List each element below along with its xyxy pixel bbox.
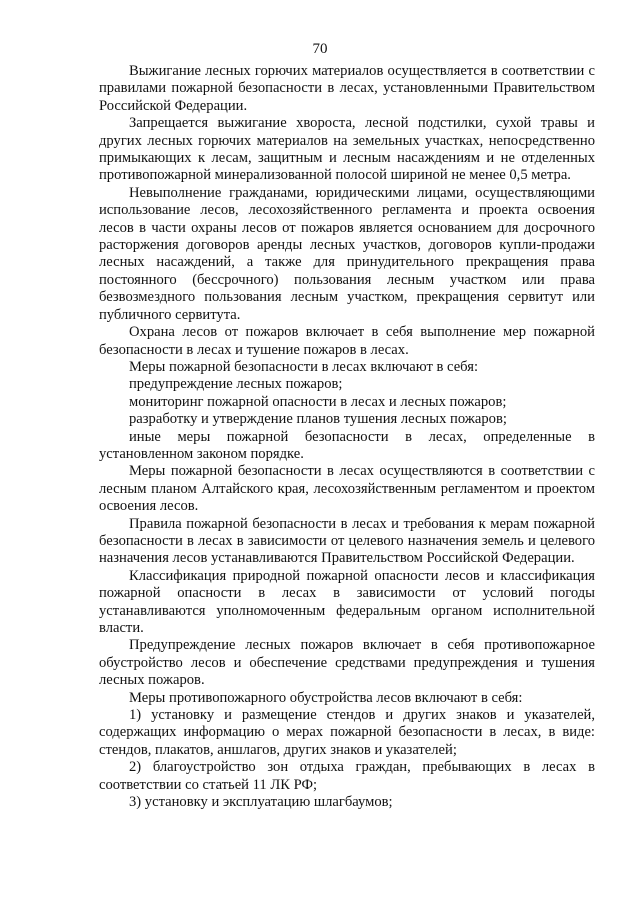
paragraph-safety-measures-intro: Меры пожарной безопасности в лесах включают в себя: <box>129 358 478 375</box>
list-item-stands: 1) установку и размещение стендов и других знаков и указателей, содержащих информацию о мерах пожарной безопасности в лесах, в виде: стендов, плакатов, аншлагов, других знаков и указателей; <box>99 707 595 758</box>
paragraph-fire-protection: Охрана лесов от пожаров включает в себя выполнение мер пожарной безопасности в лесах и тушение пожаров в лесах. <box>99 324 595 358</box>
document-body <box>99 63 595 811</box>
list-item-barriers: 3) установку и эксплуатацию шлагбаумов; <box>129 794 393 811</box>
list-item-monitoring: мониторинг пожарной опасности в лесах и лесных пожаров; <box>129 393 507 410</box>
paragraph-prevention-includes: Предупреждение лесных пожаров включает в себя противопожарное обустройство лесов и обеспечение средствами предупреждения и тушения лесных пожаров. <box>99 637 595 689</box>
paragraph-burning-prohibition: Запрещается выжигание хвороста, лесной подстилки, сухой травы и других лесных горючих материалов на земельных участках, непосредственно примыкающих к лесам, защитным и лесным насаждениям и не отделенных противопожарной минерализованной полосой шириной не менее 0,5 метра. <box>99 115 595 184</box>
list-item-prevention: предупреждение лесных пожаров; <box>129 376 343 393</box>
list-item-recreation-zones: 2) благоустройство зон отдыха граждан, пребывающих в лесах в соответствии со статьей 11 ЛК РФ; <box>99 759 595 793</box>
paragraph-non-compliance: Невыполнение гражданами, юридическими лицами, осуществляющими использование лесов, лесохозяйственного регламента и проекта освоения лесов в части охраны лесов от пожаров является основанием для досрочного расторжения договоров аренды лесных участков, договоров купли-продажи лесных насаждений, а также для принудительного прекращения права постоянного (бессрочного) пользования лесным участком или права безвозмездного пользования лесным участком, прекращения сервитут или публичного сервитута. <box>99 184 595 323</box>
paragraph-measures-compliance: Меры пожарной безопасности в лесах осуществляются в соответствии с лесным планом Алтайского края, лесохозяйственным регламентом и проектом освоения лесов. <box>99 463 595 515</box>
list-item-other-measures: иные меры пожарной безопасности в лесах, определенные в установленном законом порядке. <box>99 428 595 462</box>
paragraph-safety-rules: Правила пожарной безопасности в лесах и требования к мерам пожарной безопасности в лесах в зависимости от целевого назначения земель и целевого назначения лесов устанавливаются Правительством Российской Федерации. <box>99 515 595 567</box>
paragraph-arrangement-intro: Меры противопожарного обустройства лесов включают в себя: <box>129 689 523 706</box>
page-number: 70 <box>312 41 328 57</box>
list-item-plans: разработку и утверждение планов тушения лесных пожаров; <box>129 411 507 428</box>
paragraph-burning-materials: Выжигание лесных горючих материалов осуществляется в соответствии с правилами пожарной безопасности в лесах, установленными Правительством Российской Федерации. <box>99 63 595 114</box>
paragraph-classification: Классификация природной пожарной опасности лесов и классификация пожарной опасности в лесах в зависимости от условий погоды устанавливаются уполномоченным федеральным органом исполнительной власти. <box>99 567 595 636</box>
